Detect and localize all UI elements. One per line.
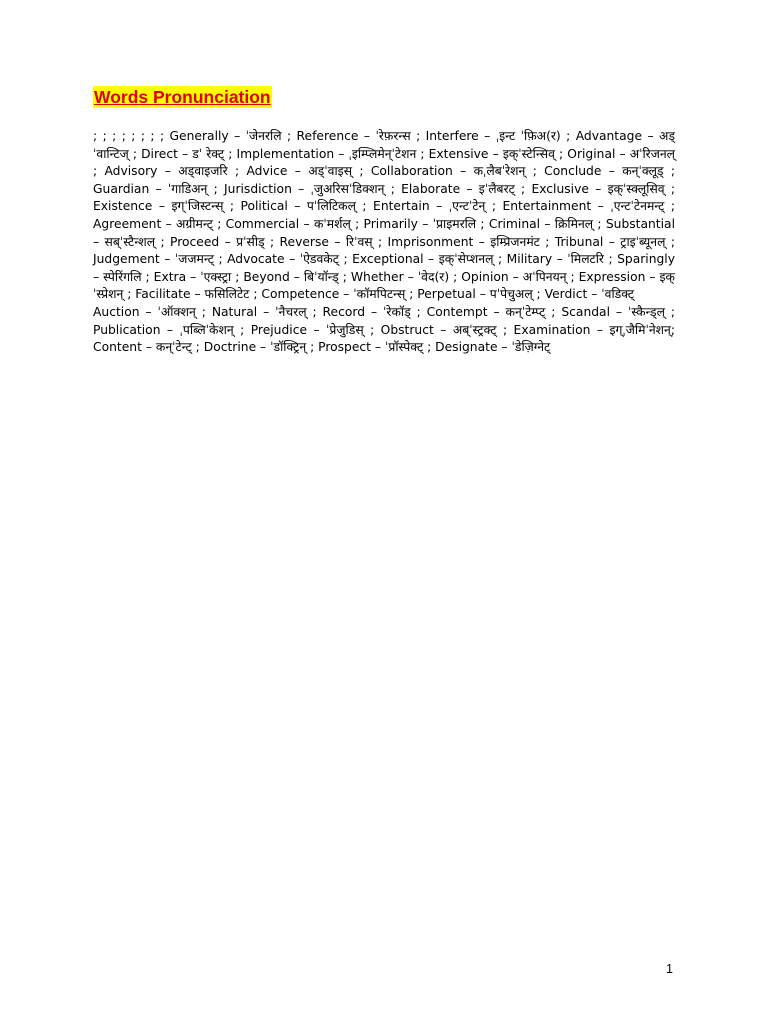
pronunciation-list xyxy=(93,128,675,357)
paragraph-1: ; ; ; ; ; ; ; ; Generally – ˈजेनरलि ; Reference – ˈरेफ़रन्स ; Interfere – ˌइन्ट ˈफ़िअ(र) ; Advantage – अड्ˈवान्टिज् ; Direct – डˈ रेक्ट् ; Implementation – ˌइम्प्लिमेन्ˈटेशन ; Extensive – इक्ˈस्टेन्सिव् ; Original – अˈरिजनल् ; Advisory – अड्वाइजरि ; Advice – अड्ˈवाइस् ; Collaboration – कˌलैबˈरेशन् ; Conclude – कन्ˈक्लूड् ; Guardian – ˈगाडिअन् ; Jurisdiction – ˌजुअरिसˈडिक्शन् ; Elaborate – इˈलैबरट् ; Exclusive – इक्ˈस्क्लूसिव् ; Existence – इग्ˈजिस्टन्स् ; Political – पˈलिटिकल् ; Entertain – ˌएन्टˈटेन् ; Entertainment – ˌएन्टˈटेनमन्ट् ; Agreement – अग्रीमन्ट् ; Commercial – कˈमर्शल् ; Primarily – ˈप्राइमरलि ; Criminal – क्रिमिनल् ; Substantial – सब्ˈस्टैन्शल् ; Proceed – प्रˈसीड् ; Reverse – रिˈवस् ; Imprisonment – इम्प्रिजनमंट ; Tribunal – ट्राइˈब्यूनल् ; Judgement – ˈजजमन्ट् ; Advocate – ˈऐडवकेट् ; Exceptional – इक्ˈसेप्शनल् ; Military – ˈमिलटरि ; Sparingly – स्पेरिंगलि ; Extra – ˈएक्स्ट्रा ; Beyond – बिˈयॉन्ड् ; Whether – ˈवेद(र) ; Opinion – अˈपिनयन् ; Expression – इक्ˈस्प्रेशन् ; Facilitate – फसिलिटेट ; Competence – ˈकॉमपिटन्स् ; Perpetual – पˈपेचुअल् ; Verdict – ˈवडिक्ट् xyxy=(93,129,675,302)
paragraph-2: Auction – ˈऑक्शन् ; Natural – ˈनैचरल् ; Record – ˈरेकॉड् ; Contempt – कन्ˈटेम्प्ट् ; Scandal – ˈस्कैन्ड्ल् ; Publication – ˌपब्लिˈकेशन् ; Prejudice – ˈप्रेजुडिस् ; Obstruct – अब्ˈस्ट्रक्ट् ; Examination – इग्ˌजैमिˈनेशन्; Content – कन्ˈटेन्ट् ; Doctrine – ˈडॉक्ट्रिन् ; Prospect – ˈप्रॉस्पेक्ट् ; Designate – ˈडेज़िग्नेट् xyxy=(93,304,675,355)
page-number: 1 xyxy=(666,962,673,976)
page-title: Words Pronunciation xyxy=(94,87,271,107)
